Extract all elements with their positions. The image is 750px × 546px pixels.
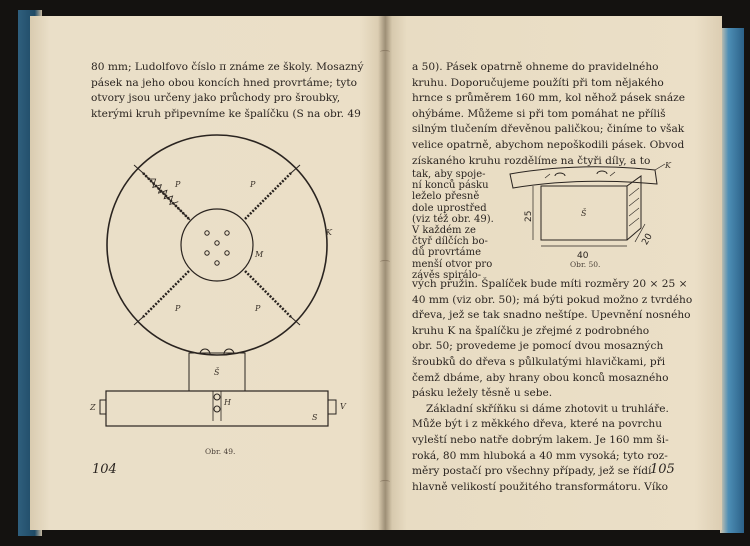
text-line: měry postačí pro všechny případy, jež se řídí (412, 465, 652, 478)
page-number-left: 104 (92, 462, 117, 477)
label-m: M (255, 250, 264, 259)
label-p: P (175, 180, 181, 189)
text-line: vých pružin. Špalíček bude míti rozměry 20 × 25 × (412, 278, 688, 290)
text-line: šroubků do dřeva s půlkulatými hlavičkami, při (412, 355, 666, 368)
text-line: 40 mm (viz obr. 50); má býti pokud možno z tvrdého (412, 293, 693, 306)
label-p: P (175, 304, 181, 313)
label-v: V (340, 402, 346, 411)
text-line: (viz též obr. 49). (412, 213, 494, 225)
text-line: velice opatrně, abychom nepoškodili pásek. Obvod (412, 138, 685, 151)
book-cover-right (720, 28, 744, 533)
text-line: pásek na jeho obou koncích hned provrtáme; tyto (91, 76, 358, 89)
text-line: čtyř dílčích bo- (412, 236, 488, 248)
text-line: ní konců pásku (412, 180, 489, 192)
label-z: Z (90, 403, 96, 412)
base-box (106, 391, 328, 426)
dimension-25: 25 (524, 210, 534, 222)
book-gutter (378, 16, 392, 530)
text-line: Může být i z měkkého dřeva, které na povrchu (412, 418, 663, 431)
text-line: hrnce s průměrem 160 mm, kol něhož pásek snáze (412, 92, 686, 105)
label-s-block: Š (214, 368, 220, 377)
label-s-base: S (312, 413, 318, 422)
left-page-text (91, 60, 364, 122)
text-line: otvory jsou určeny jako průchody pro šroubky, (91, 92, 341, 105)
brass-strip (510, 167, 657, 188)
dimension-40: 40 (577, 251, 589, 261)
spring-coil (143, 270, 190, 317)
text-line: dole uprostřed (412, 202, 487, 214)
label-p: P (250, 180, 256, 189)
text-line: 80 mm; Ludolfovo číslo π známe ze školy. Mosazný (91, 61, 364, 73)
label-p: P (255, 304, 261, 313)
text-line: silným tlučením dřevěnou paličkou; činíme to však (412, 123, 685, 136)
text-line: dů provrtáme (412, 247, 482, 259)
binding-stitch (380, 480, 390, 484)
text-line: V každém ze (412, 225, 476, 237)
text-line: vyleští nebo natře dobrým lakem. Je 160 mm ši- (412, 433, 669, 446)
text-line: roká, 80 mm hluboká a 40 mm vysoká; tyto roz- (412, 449, 668, 462)
label-k: K (665, 161, 671, 170)
text-line: kterými kruh připevníme ke špalíčku (S na obr. 49 (91, 107, 361, 120)
dimension-20: 20 (640, 232, 655, 247)
text-line: obr. 50; provedeme je pomocí dvou mosazných (412, 340, 664, 353)
text-line: ohýbáme. Můžeme si při tom pomáhat ne příliš (412, 107, 666, 120)
binding-stitch (380, 50, 390, 54)
figure-50 (505, 162, 675, 262)
figure-49 (90, 135, 350, 445)
page-number-right: 105 (650, 462, 675, 477)
text-line: leželo přesně (412, 191, 480, 203)
text-line: hlavně velikostí použitého transformátoru. Víko (412, 480, 669, 493)
spring-coil (244, 270, 291, 317)
text-line: získaného kruhu rozdělíme na čtyři díly, a to (412, 154, 651, 167)
text-line: kruhu K na špalíčku je zřejmé z podrobného (412, 324, 650, 337)
binding-stitch (380, 260, 390, 264)
text-line: závěs spirálo- (412, 269, 482, 281)
figure-49-caption: Obr. 49. (205, 447, 236, 456)
right-page-text-top (412, 60, 686, 169)
text-line: dřeva, jež se tak snadno neštípe. Upevnění nosného (412, 309, 691, 322)
label-s: Š (581, 209, 587, 218)
label-h: H (224, 398, 231, 407)
text-line: tak, aby spoje- (412, 169, 486, 180)
text-line: kruhu. Doporučujeme použíti při tom nějakého (412, 76, 664, 89)
right-page-text-narrow (412, 169, 500, 281)
text-line: a 50). Pásek opatrně ohneme do pravidelného (412, 61, 659, 73)
text-line: čemž dbáme, aby hrany obou konců mosazného (412, 371, 669, 384)
right-page-text-bottom (412, 277, 693, 495)
text-line: Základní skříňku si dáme zhotovit u truhláře. (426, 402, 669, 415)
label-k: K (326, 228, 332, 237)
figure-50-caption: Obr. 50. (570, 260, 601, 269)
text-line: pásku ležely těsně u sebe. (412, 387, 553, 400)
text-line: menší otvor pro (412, 258, 493, 270)
